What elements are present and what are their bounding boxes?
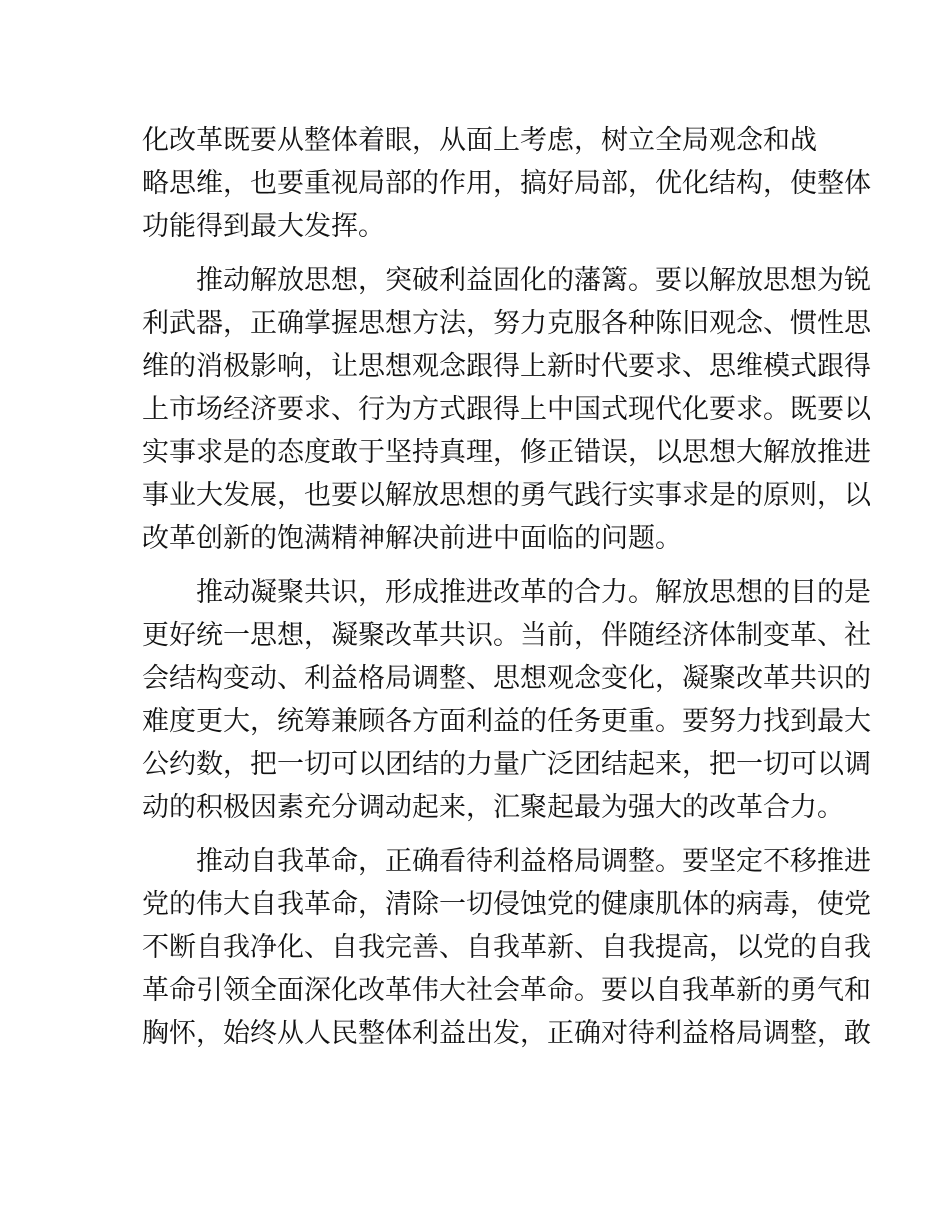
text-line: 动的积极因素充分调动起来，汇聚起最为强大的改革合力。 — [142, 792, 844, 823]
text-line: 更好统一思想，凝聚改革共识。当前，伴随经济体制变革、社 — [142, 620, 871, 651]
paragraph — [142, 119, 871, 248]
paragraph — [142, 571, 871, 829]
document-page — [142, 119, 871, 1066]
text-line: 维的消极影响，让思想观念跟得上新时代要求、思维模式跟得 — [142, 351, 871, 382]
text-line: 事业大发展，也要以解放思想的勇气践行实事求是的原则，以 — [142, 480, 871, 511]
text-line: 难度更大，统筹兼顾各方面利益的任务更重。要努力找到最大 — [142, 706, 871, 737]
text-line: 会结构变动、利益格局调整、思想观念变化，凝聚改革共识的 — [142, 663, 871, 694]
text-line: 实事求是的态度敢于坚持真理，修正错误，以思想大解放推进 — [142, 437, 871, 468]
text-line: 胸怀，始终从人民整体利益出发，正确对待利益格局调整，敢 — [142, 1018, 871, 1049]
text-line: 功能得到最大发挥。 — [142, 211, 385, 242]
text-line: 党的伟大自我革命，清除一切侵蚀党的健康肌体的病毒，使党 — [142, 889, 871, 920]
text-line: 利武器，正确掌握思想方法，努力克服各种陈旧观念、惯性思 — [142, 308, 871, 339]
text-line: 不断自我净化、自我完善、自我革新、自我提高，以党的自我 — [142, 932, 871, 963]
text-line: 略思维，也要重视局部的作用，搞好局部，优化结构，使整体 — [142, 168, 871, 199]
paragraph — [142, 840, 871, 1055]
text-line: 推动凝聚共识，形成推进改革的合力。解放思想的目的是 — [196, 577, 871, 608]
text-line: 改革创新的饱满精神解决前进中面临的问题。 — [142, 523, 682, 554]
text-line: 上市场经济要求、行为方式跟得上中国式现代化要求。既要以 — [142, 394, 871, 425]
paragraph — [142, 259, 871, 560]
text-line: 革命引领全面深化改革伟大社会革命。要以自我革新的勇气和 — [142, 975, 871, 1006]
text-line: 公约数，把一切可以团结的力量广泛团结起来，把一切可以调 — [142, 749, 871, 780]
text-line: 化改革既要从整体着眼，从面上考虑，树立全局观念和战 — [142, 125, 817, 156]
text-line: 推动自我革命，正确看待利益格局调整。要坚定不移推进 — [196, 846, 871, 877]
text-line: 推动解放思想，突破利益固化的藩篱。要以解放思想为锐 — [196, 265, 871, 296]
